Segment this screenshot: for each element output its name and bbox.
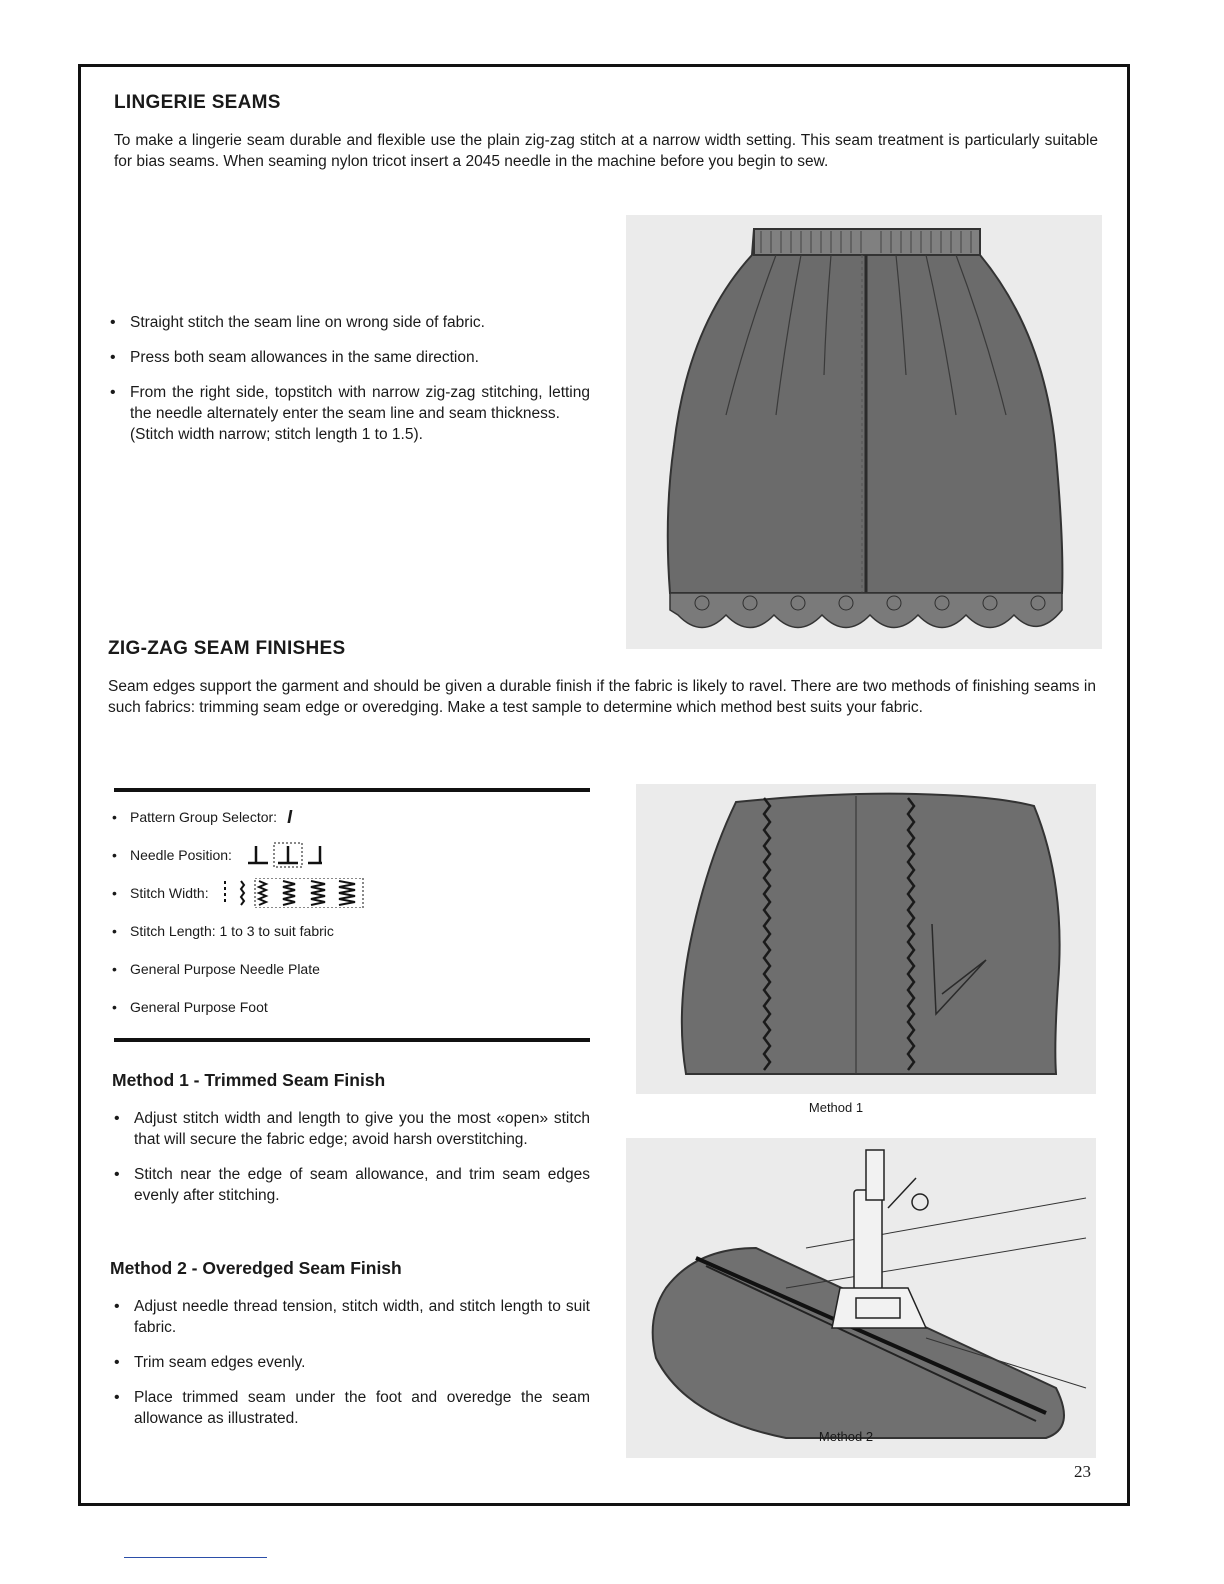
list-item: • Stitch near the edge of seam allowance, and trim seam edges evenly after stitching. <box>110 1164 590 1206</box>
needle-position-icon <box>242 842 332 868</box>
list-item: • Trim seam edges evenly. <box>110 1352 590 1373</box>
lingerie-seams-title: LINGERIE SEAMS <box>114 92 281 113</box>
pattern-group-label: • Pattern Group Selector: <box>130 809 278 825</box>
settings-bottom-rule <box>114 1038 590 1042</box>
stitch-width-icon <box>219 878 369 908</box>
setting-foot: • General Purpose Foot <box>108 988 588 1026</box>
list-item <box>106 382 590 445</box>
stitch-note: (Stitch width narrow; stitch length 1 to 1.5). <box>130 426 423 443</box>
footer-line <box>124 1557 267 1558</box>
list-item: • Press both seam allowances in the same direction. <box>106 347 590 368</box>
method2-steps <box>110 1296 590 1443</box>
settings-top-rule <box>114 788 590 792</box>
setting-needle-position <box>108 836 588 874</box>
lingerie-intro: To make a lingerie seam durable and flexible use the plain zig-zag stitch at a narrow width setting. This seam treatment is particularly suitable for bias seams. When seaming nylon tricot insert a 2045 needle in the machine before you begin to sew. <box>114 132 1098 170</box>
list-item: • Adjust needle thread tension, stitch width, and stitch length to suit fabric. <box>110 1296 590 1338</box>
method2-title: Method 2 - Overedged Seam Finish <box>110 1258 402 1278</box>
zigzag-intro: Seam edges support the garment and should be given a durable finish if the fabric is likely to ravel. There are two methods of finishing seams in such fabrics: trimming seam edge or overedging. Make a test sample to determine which method best suits your fabric. <box>108 678 1096 716</box>
lingerie-steps <box>106 312 590 445</box>
setting-pattern-group <box>108 798 588 836</box>
setting-needle-plate: • General Purpose Needle Plate <box>108 950 588 988</box>
stitch-width-label: • Stitch Width: <box>130 885 209 901</box>
setting-stitch-width <box>108 874 588 912</box>
machine-settings <box>108 798 588 1026</box>
list-item: • Straight stitch the seam line on wrong side of fabric. <box>106 312 590 333</box>
zigzag-title: ZIG-ZAG SEAM FINISHES <box>108 638 346 659</box>
method1-title: Method 1 - Trimmed Seam Finish <box>112 1070 386 1090</box>
list-item-text: From the right side, topstitch with narrow zig-zag stitching, letting the needle alternately enter the seam line and seam thickness. <box>130 384 590 422</box>
method1-caption: Method 1 <box>808 1100 864 1115</box>
method2-illustration <box>626 1138 1096 1458</box>
setting-stitch-length: • Stitch Length: 1 to 3 to suit fabric <box>108 912 588 950</box>
method2-caption: Method 2 <box>818 1429 874 1444</box>
page-number: 23 <box>1074 1462 1091 1481</box>
needle-position-label: • Needle Position: <box>130 847 232 863</box>
slip-illustration <box>626 215 1102 649</box>
method1-illustration <box>636 784 1096 1094</box>
pattern-group-value: I <box>287 807 293 827</box>
list-item: • Adjust stitch width and length to give you the most «open» stitch that will secure the fabric edge; avoid harsh overstitching. <box>110 1108 590 1150</box>
method1-steps <box>110 1108 590 1220</box>
list-item: • Place trimmed seam under the foot and overedge the seam allowance as illustrated. <box>110 1387 590 1429</box>
